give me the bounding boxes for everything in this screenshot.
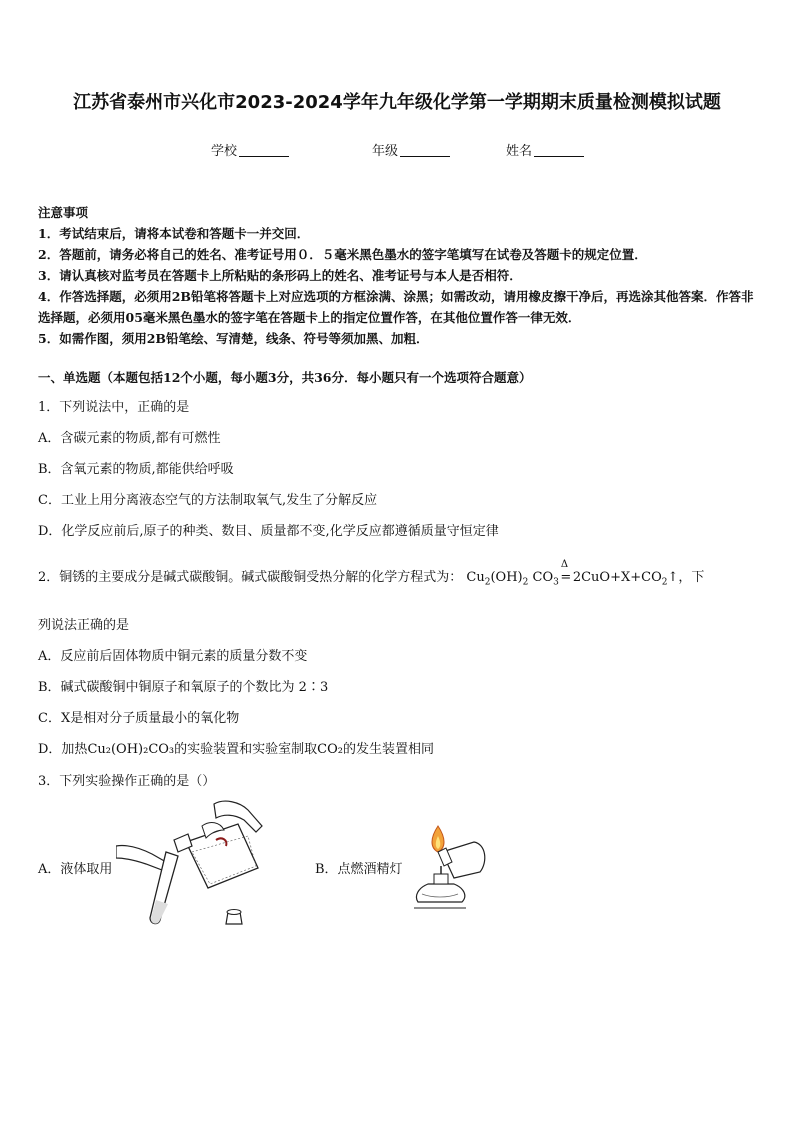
note-item: 2．答题前，请务必将自己的姓名、准考证号用０．５毫米黑色墨水的签字笔填写在试卷及答题卡的规定位置． <box>38 247 647 262</box>
q2-stem <box>38 559 705 588</box>
alcohol-lamp-icon <box>416 884 464 902</box>
liquid-pouring-figure <box>116 796 266 928</box>
eq-sub: 3 <box>553 577 559 588</box>
q2-equation <box>466 559 679 588</box>
delta-symbol: Δ <box>560 559 569 570</box>
eq-co: CO <box>532 570 554 585</box>
school-label: 学校 <box>211 144 238 159</box>
note-item: 1．考试结束后，请将本试卷和答题卡一并交回． <box>38 226 310 241</box>
reagent-bottle-icon <box>186 824 258 888</box>
q2-option-c[interactable]: C．X是相对分子质量最小的氧化物 <box>38 711 240 726</box>
q2-stem-tail: ，下 <box>678 570 705 585</box>
q2-stem-cont: 列说法正确的是 <box>38 618 130 633</box>
q2-stem-text: 2．铜锈的主要成分是碱式碳酸铜。碱式碳酸铜受热分解的化学方程式为： <box>38 570 463 585</box>
eq-sub: 2 <box>661 577 668 588</box>
grade-blank[interactable] <box>400 144 450 157</box>
lamp-neck <box>434 874 448 884</box>
q2-d-formula: Cu₂(OH)₂CO₃ <box>87 742 175 757</box>
notes-heading: 注意事项 <box>38 205 89 220</box>
q2-option-d[interactable] <box>38 738 434 757</box>
exam-title: 江苏省泰州市兴化市2023-2024学年九年级化学第一学期期末质量检测模拟试题 <box>73 92 721 113</box>
q1-option-a[interactable]: A．含碳元素的物质,都有可燃性 <box>38 431 221 446</box>
name-label: 姓名 <box>506 144 533 159</box>
q2-option-a[interactable]: A．反应前后固体物质中铜元素的质量分数不变 <box>38 649 308 664</box>
grade-field[interactable] <box>372 140 450 159</box>
q3-stem: 3．下列实验操作正确的是（） <box>38 774 216 789</box>
alcohol-lamp-figure <box>408 822 490 914</box>
grade-label: 年级 <box>372 144 399 159</box>
gas-arrow-icon: ↑ <box>667 570 679 585</box>
q3-option-b[interactable]: B．点燃酒精灯 <box>315 862 403 877</box>
eq-cu: Cu <box>466 570 485 585</box>
note-item: 5．如需作图，须用2B铅笔绘、写清楚，线条、符号等须加黑、加粗． <box>38 331 429 346</box>
q2-d-post: 的发生装置相同 <box>342 742 434 757</box>
q2-d-pre: D．加热 <box>38 742 88 757</box>
notes-list <box>38 223 760 349</box>
q1-option-d[interactable]: D．化学反应前后,原子的种类、数目、质量都不变,化学反应都遵循质量守恒定律 <box>38 524 499 539</box>
name-blank[interactable] <box>534 144 584 157</box>
eq-heat-sign <box>559 559 573 585</box>
stopper-top <box>227 910 241 915</box>
section-heading: 一、单选题（本题包括12个小题，每小题3分，共36分．每小题只有一个选项符合题意） <box>38 370 532 385</box>
q2-d-mid: 的实验装置和实验室制取 <box>174 742 318 757</box>
q1-stem: 1．下列说法中，正确的是 <box>38 400 190 415</box>
eq-products: 2CuO+X+CO <box>572 570 662 585</box>
name-field[interactable] <box>506 140 584 159</box>
eq-oh: (OH) <box>490 570 523 585</box>
equals-sign: = <box>560 570 572 585</box>
q2-option-b[interactable]: B．碱式碳酸铜中铜原子和氧原子的个数比为 2∶3 <box>38 680 329 695</box>
school-field[interactable] <box>211 140 289 159</box>
q1-option-b[interactable]: B．含氧元素的物质,都能供给呼吸 <box>38 462 234 477</box>
school-blank[interactable] <box>239 144 289 157</box>
q3-option-a[interactable]: A．液体取用 <box>38 862 113 877</box>
hand-left-shape <box>116 845 166 870</box>
eq-sub: 2 <box>484 577 491 588</box>
q1-option-c[interactable]: C．工业上用分离液态空气的方法制取氧气,发生了分解反应 <box>38 493 378 508</box>
note-item: 3．请认真核对监考员在答题卡上所粘贴的条形码上的姓名、准考证号与本人是否相符． <box>38 268 522 283</box>
note-item: 4．作答选择题，必须用2B铅笔将答题卡上对应选项的方框涂满、涂黑；如需改动，请用橡皮擦干净后，再选涂其他答案．作答非选择题，必须用05毫米黑色墨水的签字笔在答题卡上的指定位置作答，在其他位置作答一律无效． <box>38 289 754 325</box>
q2-d-co2: CO₂ <box>317 742 343 757</box>
eq-sub: 2 <box>522 577 529 588</box>
